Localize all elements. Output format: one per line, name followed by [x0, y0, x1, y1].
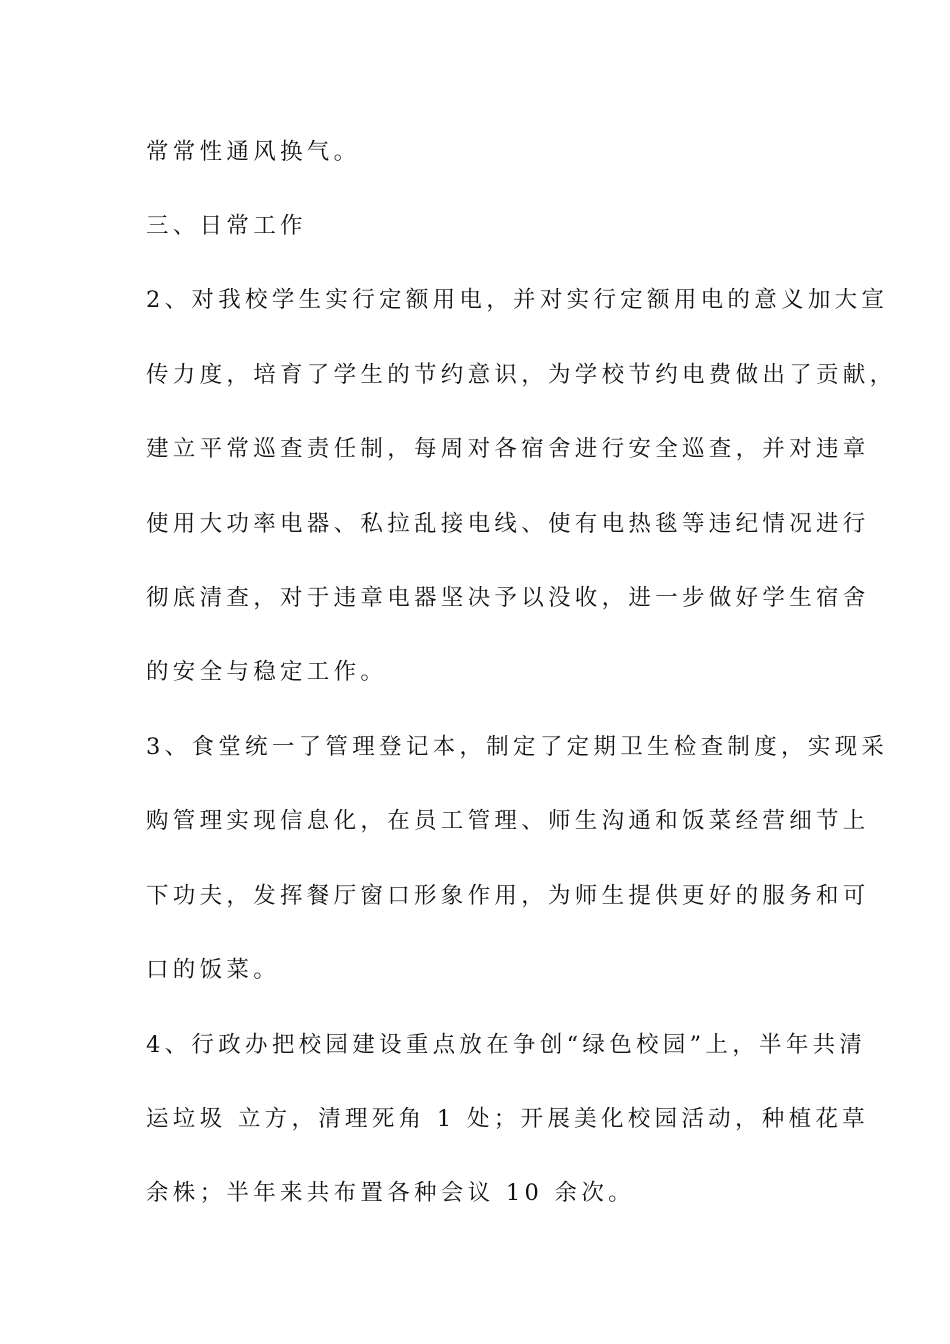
text-line: 2、对我校学生实行定额用电，并对实行定额用电的意义加大宣 [146, 287, 889, 313]
text-line: 建立平常巡查责任制，每周对各宿舍进行安全巡查，并对违章 [146, 436, 870, 462]
text-line: 余株；半年来共布置各种会议 10 余次。 [146, 1180, 635, 1206]
text-line: 传力度，培育了学生的节约意识，为学校节约电费做出了贡献， [146, 362, 897, 388]
text-line: 4、行政办把校园建设重点放在争创“绿色校园”上，半年共清 [146, 1032, 867, 1058]
text-line: 的安全与稳定工作。 [146, 659, 388, 685]
text-line: 口的饭菜。 [146, 957, 281, 983]
text-line: 彻底清查，对于违章电器坚决予以没收，进一步做好学生宿舍 [146, 585, 870, 611]
text-line: 使用大功率电器、私拉乱接电线、使有电热毯等违纪情况进行 [146, 511, 870, 537]
text-line: 常常性通风换气。 [146, 139, 361, 165]
text-line: 3、食堂统一了管理登记本，制定了定期卫生检查制度，实现采 [146, 734, 889, 760]
section-heading: 三、日常工作 [146, 213, 307, 239]
text-line: 运垃圾 立方，清理死角 1 处；开展美化校园活动，种植花草 [146, 1106, 869, 1132]
text-line: 下功夫，发挥餐厅窗口形象作用，为师生提供更好的服务和可 [146, 883, 870, 909]
text-line: 购管理实现信息化，在员工管理、师生沟通和饭菜经营细节上 [146, 808, 870, 834]
